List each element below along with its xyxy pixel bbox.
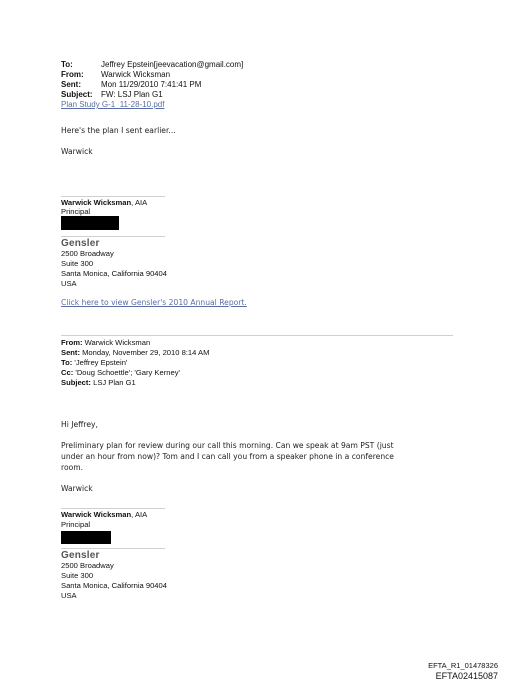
fwd-sent-row	[61, 348, 461, 358]
company-block-2	[61, 550, 167, 601]
company-name: Gensler	[61, 238, 100, 249]
signature-block-2	[61, 510, 147, 530]
forward-separator	[61, 335, 453, 336]
address-line: 2500 Broadway	[61, 249, 114, 258]
message-signoff: Warwick	[61, 147, 93, 156]
signature-name: Warwick Wicksman	[61, 198, 132, 207]
fwd-cc-row	[61, 368, 461, 378]
fwd-sent-value: Monday, November 29, 2010 8:14 AM	[82, 348, 210, 357]
signature-block-1	[61, 198, 147, 216]
message-signoff: Warwick	[61, 484, 93, 493]
redaction-box	[61, 531, 111, 544]
signature-divider	[61, 508, 165, 509]
fwd-to-label: To:	[61, 358, 73, 367]
to-row	[61, 60, 461, 70]
signature-title: Principal	[61, 207, 91, 216]
fwd-from-label: From:	[61, 338, 83, 347]
signature-title: Principal	[61, 520, 91, 529]
fwd-to-row	[61, 358, 461, 368]
signature-name: Warwick Wicksman	[61, 510, 132, 519]
email-header	[61, 60, 461, 110]
from-value: Warwick Wicksman	[101, 70, 171, 79]
bates-footer	[428, 661, 498, 682]
message-body-1	[61, 125, 176, 157]
from-row	[61, 70, 461, 80]
signature-credential: , AIA	[131, 510, 148, 519]
bates-id-1: EFTA_R1_01478326	[428, 661, 498, 670]
subject-value: FW: LSJ Plan G1	[101, 90, 163, 99]
signature-credential: , AIA	[131, 198, 148, 207]
fwd-cc-value: 'Doug Schoettle'; 'Gary Kerney'	[75, 368, 180, 377]
message-line: room.	[61, 463, 84, 472]
bates-id-2: EFTA02415087	[435, 671, 498, 681]
to-value: Jeffrey Epstein[jeevacation@gmail.com]	[101, 60, 244, 69]
forwarded-header	[61, 338, 461, 388]
address-line: Suite 300	[61, 571, 94, 580]
annual-report-row	[61, 297, 247, 308]
subject-label: Subject:	[61, 90, 93, 99]
message-line: Preliminary plan for review during our call this morning. Can we speak at 9am PST (just	[61, 441, 394, 450]
message-line: Here's the plan I sent earlier...	[61, 126, 176, 135]
message-paragraph	[61, 440, 461, 473]
sent-label: Sent:	[61, 80, 81, 89]
message-line: under an hour from now)? Tom and I can call you from a speaker phone in a conference	[61, 452, 394, 461]
message-body-2	[61, 419, 461, 494]
message-greeting: Hi Jeffrey,	[61, 420, 98, 429]
attachment-link[interactable]: Plan Study G-1_11-28-10.pdf	[61, 100, 165, 109]
signature-divider	[61, 196, 165, 197]
signature-name-row	[61, 510, 147, 520]
fwd-from-row	[61, 338, 461, 348]
fwd-cc-label: Cc:	[61, 368, 74, 377]
address-line: 2500 Broadway	[61, 561, 114, 570]
address-line: Santa Monica, California 90404	[61, 581, 167, 590]
company-name: Gensler	[61, 550, 100, 561]
to-label: To:	[61, 60, 73, 69]
subject-row	[61, 90, 461, 100]
redaction-box	[61, 216, 119, 230]
address-line: USA	[61, 279, 77, 288]
address-line: Santa Monica, California 90404	[61, 269, 167, 278]
address-line: Suite 300	[61, 259, 94, 268]
signature-divider	[61, 236, 165, 237]
from-label: From:	[61, 70, 84, 79]
signature-divider	[61, 548, 165, 549]
fwd-subject-row	[61, 378, 461, 388]
address-line: USA	[61, 591, 77, 600]
fwd-to-value: 'Jeffrey Epstein'	[74, 358, 128, 367]
fwd-subject-label: Subject:	[61, 378, 91, 387]
sent-row	[61, 80, 461, 90]
fwd-sent-label: Sent:	[61, 348, 80, 357]
fwd-subject-value: LSJ Plan G1	[93, 378, 136, 387]
attachment-row	[61, 100, 461, 110]
fwd-from-value: Warwick Wicksman	[84, 338, 151, 347]
sent-value: Mon 11/29/2010 7:41:41 PM	[101, 80, 202, 89]
annual-report-link[interactable]: Click here to view Gensler's 2010 Annual Report.	[61, 298, 247, 307]
company-block-1	[61, 238, 167, 289]
